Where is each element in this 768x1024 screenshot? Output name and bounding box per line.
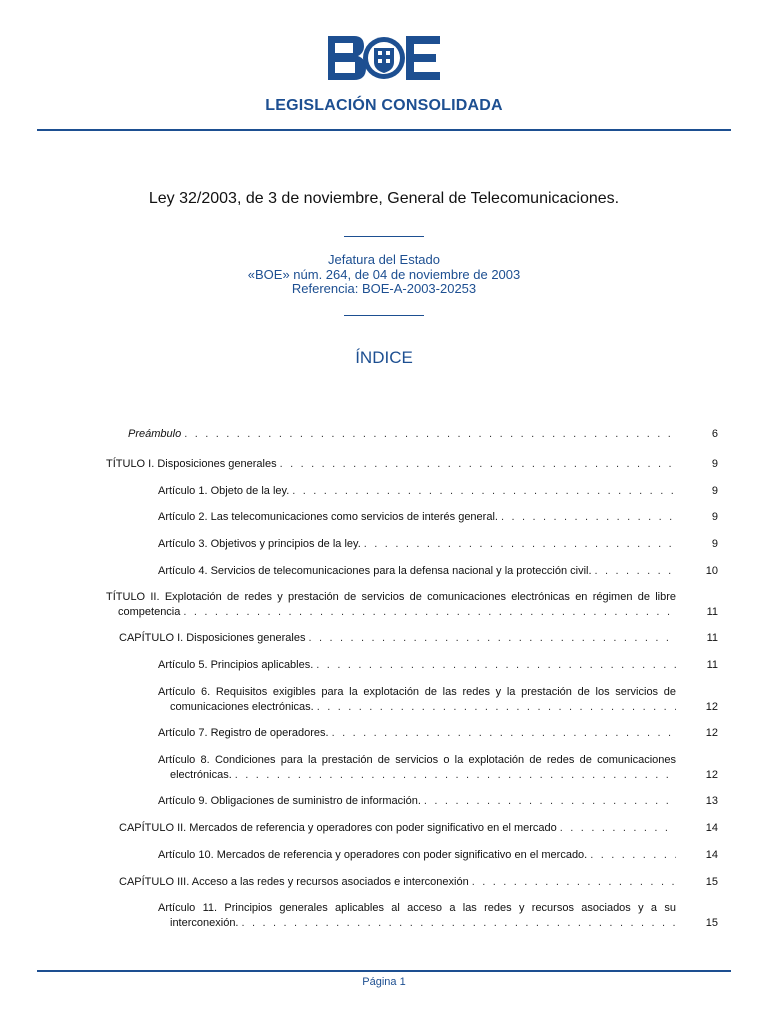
toc-entry-capitulo-3[interactable]: [119, 875, 718, 890]
toc-entry-capitulo-2[interactable]: [119, 821, 718, 836]
toc-entry-text-line2: comunicaciones electrónicas.: [170, 700, 314, 713]
toc-entry-titulo-1[interactable]: [106, 457, 718, 472]
toc-entry-text-line2: electrónicas.: [170, 768, 232, 781]
toc-entry-articulo-9[interactable]: [158, 794, 718, 809]
page-header-title: LEGISLACIÓN CONSOLIDADA: [265, 97, 503, 114]
toc-entry-text-line1: TÍTULO II. Explotación de redes y prestación de servicios de comunicaciones electrónicas en régimen de libre: [106, 591, 676, 603]
toc-entry-page: 14: [705, 822, 718, 834]
index-title: ÍNDICE: [355, 348, 413, 367]
toc-entry-text: Artículo 1. Objeto de la ley.: [158, 485, 290, 497]
document-title: Ley 32/2003, de 3 de noviembre, General de Telecomunicaciones.: [148, 190, 620, 207]
toc-entry-page: 11: [706, 605, 718, 618]
toc-entry-text-line1: Artículo 11. Principios generales aplicables al acceso a las redes y recursos asociados y a su: [158, 902, 676, 914]
toc-entry-articulo-11[interactable]: [158, 901, 718, 930]
toc-entry-articulo-10[interactable]: [158, 848, 718, 863]
toc-entry-text-line1: Artículo 8. Condiciones para la prestación de servicios o la explotación de redes de comunicaciones: [158, 754, 676, 766]
toc-entry-page: 11: [706, 659, 718, 671]
document-metadata: [0, 253, 768, 297]
page-number: Página 1: [362, 976, 406, 988]
reference: Referencia: BOE-A-2003-20253: [291, 281, 477, 296]
toc-entry-titulo-2[interactable]: [106, 590, 718, 619]
toc-entry-page: 12: [705, 768, 718, 781]
toc-entry-page: 14: [705, 849, 718, 861]
toc-entry-text-line1: Artículo 6. Requisitos exigibles para la explotación de las redes y la prestación de los servicios de: [158, 686, 676, 698]
toc-entry-text: CAPÍTULO I. Disposiciones generales: [119, 632, 306, 644]
toc-entry-articulo-8[interactable]: [158, 753, 718, 782]
toc-entry-text: Artículo 2. Las telecomunicaciones como servicios de interés general.: [158, 511, 498, 523]
toc-entry-text: Artículo 4. Servicios de telecomunicaciones para la defensa nacional y la protección civil.: [158, 565, 592, 577]
toc-entry-text: Artículo 5. Principios aplicables.: [158, 659, 314, 671]
toc-entry-articulo-5[interactable]: [158, 658, 718, 673]
toc-entry-text: CAPÍTULO II. Mercados de referencia y operadores con poder significativo en el mercado: [119, 822, 557, 834]
issuer: Jefatura del Estado: [327, 252, 441, 267]
toc-entry-text-line2: competencia: [118, 605, 181, 618]
toc-entry-articulo-7[interactable]: [158, 726, 718, 741]
toc-entry-articulo-2[interactable]: [158, 510, 718, 525]
publication: «BOE» núm. 264, de 04 de noviembre de 2003: [247, 266, 521, 282]
header-divider: [37, 129, 731, 131]
toc-entry-page: 9: [711, 538, 718, 550]
title-separator: [344, 236, 424, 237]
toc-entry-page: 10: [705, 565, 718, 577]
toc-entry-text: Preámbulo: [128, 428, 182, 440]
toc-entry-text: TÍTULO I. Disposiciones generales: [106, 458, 277, 470]
toc-entry-text: Artículo 7. Registro de operadores.: [158, 727, 329, 739]
toc-entry-page: 15: [705, 876, 718, 888]
toc-entry-text: Artículo 9. Obligaciones de suministro de información.: [158, 795, 421, 807]
toc-entry-text: Artículo 3. Objetivos y principios de la ley.: [158, 538, 361, 550]
toc-entry-page: 9: [711, 458, 718, 470]
toc-entry-text: CAPÍTULO III. Acceso a las redes y recursos asociados e interconexión: [119, 876, 469, 888]
toc-entry-articulo-1[interactable]: [158, 484, 718, 499]
toc-entry-articulo-6[interactable]: [158, 685, 718, 714]
toc-entry-page: 6: [711, 428, 718, 440]
toc-entry-articulo-3[interactable]: [158, 537, 718, 552]
boe-logo: [328, 36, 440, 80]
toc-entry-page: 13: [705, 795, 718, 807]
toc-entry-page: 9: [711, 511, 718, 523]
toc-entry-page: 9: [711, 485, 718, 497]
toc-entry-preambulo[interactable]: [128, 427, 718, 442]
footer-divider: [37, 970, 731, 972]
toc-entry-page: 12: [705, 700, 718, 713]
toc-entry-page: 15: [705, 916, 718, 929]
boe-logo-graphic: [328, 36, 440, 80]
toc-entry-page: 12: [705, 727, 718, 739]
toc-entry-page: 11: [706, 632, 718, 644]
toc-entry-capitulo-1[interactable]: [119, 631, 718, 646]
toc-entry-text: Artículo 10. Mercados de referencia y operadores con poder significativo en el mercado.: [158, 849, 588, 861]
metadata-separator: [344, 315, 424, 316]
toc-entry-articulo-4[interactable]: [158, 564, 718, 579]
toc-entry-text-line2: interconexión.: [170, 916, 239, 929]
